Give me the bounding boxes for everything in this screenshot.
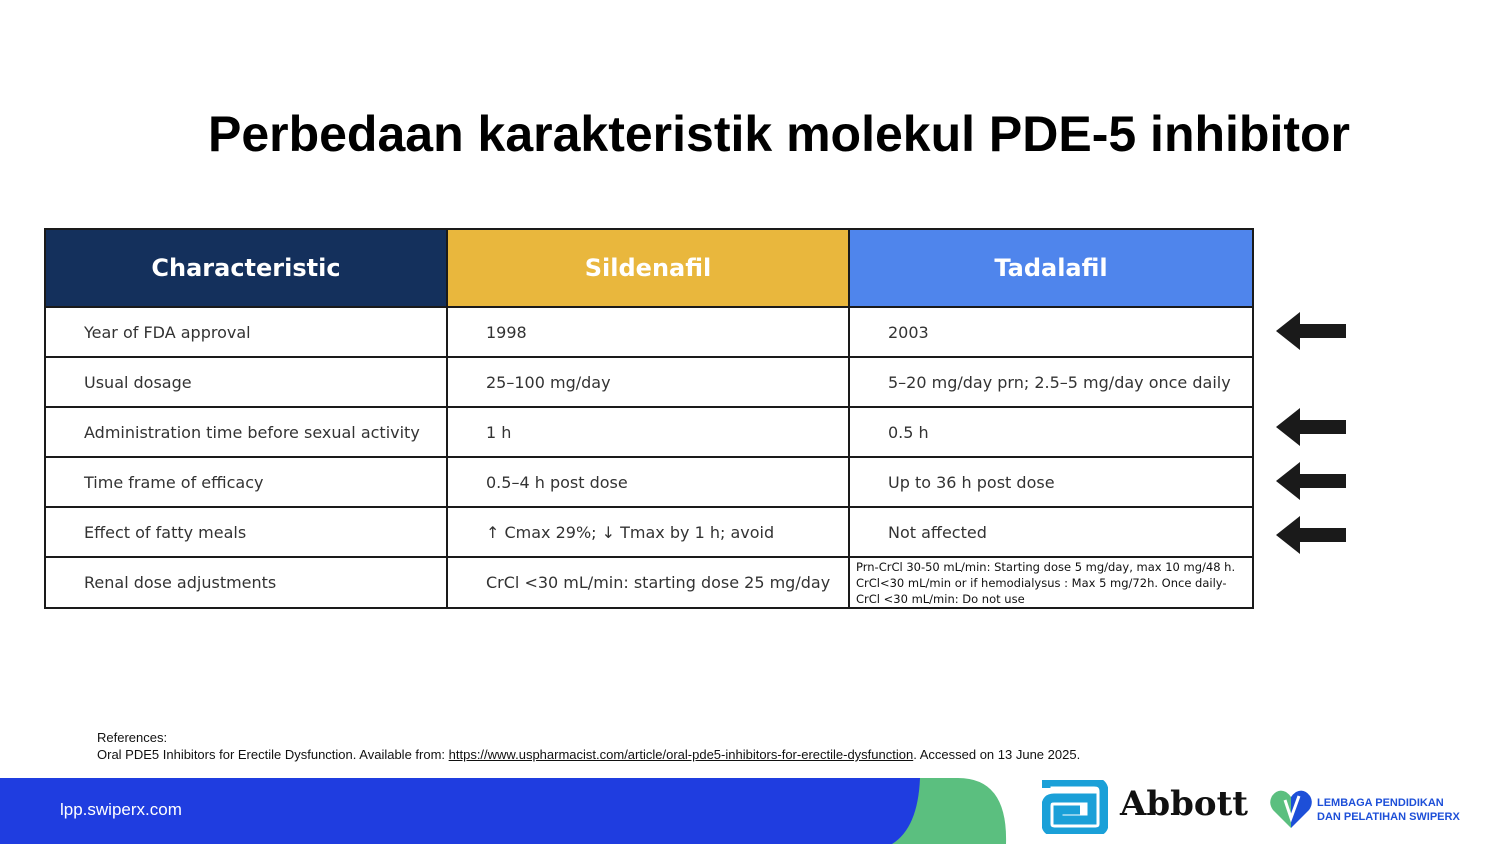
cell-characteristic: Time frame of efficacy — [45, 457, 447, 507]
abbott-logo-icon — [1042, 780, 1108, 834]
table-header-row — [45, 229, 1253, 307]
heart-logo-icon — [1268, 788, 1314, 830]
comparison-table — [44, 228, 1254, 609]
left-arrow-icon — [1276, 312, 1346, 350]
table-row — [45, 407, 1253, 457]
cell-tadalafil: 2003 — [849, 307, 1253, 357]
lpp-wordmark — [1317, 796, 1460, 824]
references-heading: References: — [97, 730, 168, 745]
slide-title: Perbedaan karakteristik molekul PDE-5 inhibitor — [207, 106, 1351, 162]
cell-sildenafil: 0.5–4 h post dose — [447, 457, 849, 507]
cell-tadalafil: 0.5 h — [849, 407, 1253, 457]
table-row — [45, 357, 1253, 407]
reference-link[interactable]: https://www.uspharmacist.com/article/oral-pde5-inhibitors-for-erectile-dysfunction — [448, 747, 914, 762]
cell-sildenafil: CrCl <30 mL/min: starting dose 25 mg/day — [447, 557, 849, 608]
header-sildenafil: Sildenafil — [447, 229, 849, 307]
cell-characteristic: Usual dosage — [45, 357, 447, 407]
footer-url: lpp.swiperx.com — [60, 800, 182, 819]
cell-sildenafil: ↑ Cmax 29%; ↓ Tmax by 1 h; avoid — [447, 507, 849, 557]
cell-sildenafil: 1998 — [447, 307, 849, 357]
cell-characteristic: Renal dose adjustments — [45, 557, 447, 608]
cell-tadalafil: 5–20 mg/day prn; 2.5–5 mg/day once daily — [849, 357, 1253, 407]
lpp-line1: LEMBAGA PENDIDIKAN — [1317, 797, 1444, 809]
cell-characteristic: Administration time before sexual activity — [45, 407, 447, 457]
header-tadalafil: Tadalafil — [849, 229, 1253, 307]
left-arrow-icon — [1276, 516, 1346, 554]
table-row — [45, 507, 1253, 557]
cell-tadalafil: Not affected — [849, 507, 1253, 557]
cell-sildenafil: 1 h — [447, 407, 849, 457]
header-characteristic: Characteristic — [45, 229, 447, 307]
abbott-wordmark: Abbott — [1120, 784, 1249, 824]
cell-characteristic: Year of FDA approval — [45, 307, 447, 357]
cell-characteristic: Effect of fatty meals — [45, 507, 447, 557]
table-row — [45, 557, 1253, 608]
cell-tadalafil: Up to 36 h post dose — [849, 457, 1253, 507]
table-row — [45, 307, 1253, 357]
reference-item — [97, 746, 1080, 763]
references — [97, 729, 1080, 763]
reference-prefix: Oral PDE5 Inhibitors for Erectile Dysfunction. Available from: — [97, 747, 449, 762]
table-row — [45, 457, 1253, 507]
left-arrow-icon — [1276, 462, 1346, 500]
cell-tadalafil: Prn-CrCl 30-50 mL/min: Starting dose 5 mg/day, max 10 mg/48 h. CrCl<30 mL/min or if hemodialysus : Max 5 mg/72h. Once daily-CrCl <30 mL/min: Do not use — [849, 557, 1253, 608]
left-arrow-icon — [1276, 408, 1346, 446]
cell-sildenafil: 25–100 mg/day — [447, 357, 849, 407]
reference-suffix: . Accessed on 13 June 2025. — [913, 747, 1081, 762]
lpp-line2: DAN PELATIHAN SWIPERX — [1317, 811, 1460, 823]
